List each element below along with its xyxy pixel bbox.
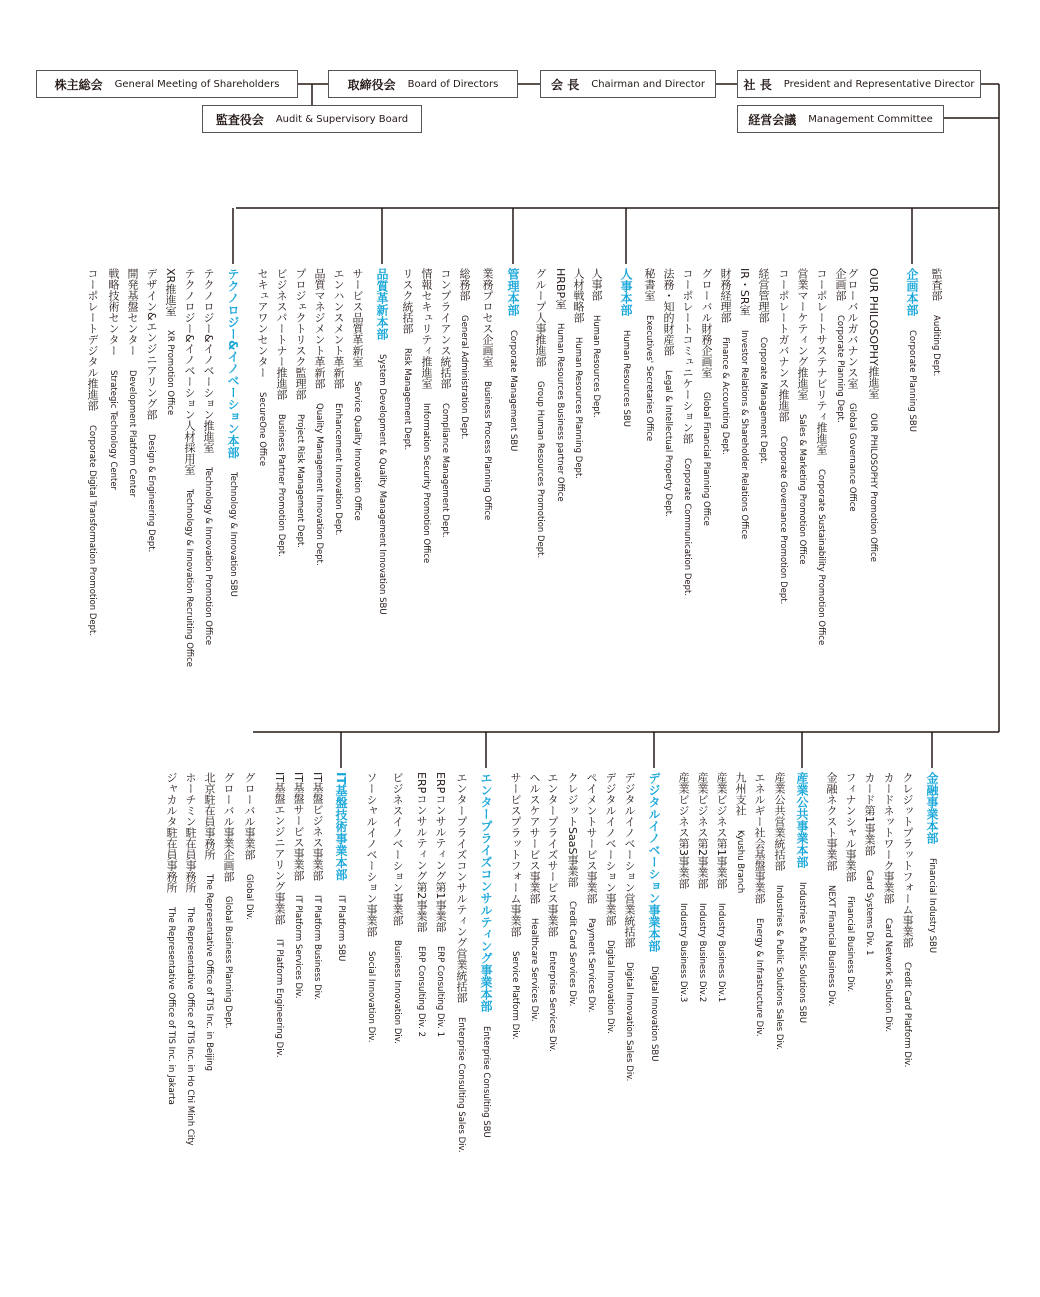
unit-name-en: Industry Business Div.1 — [716, 903, 726, 1003]
unit-name-ja: OUR PHILOSOPHY推進室 — [867, 268, 880, 399]
unit-name-en: Energy & Infrastructure Div. — [754, 918, 764, 1037]
org-unit — [421, 268, 432, 563]
unit-name-ja: 財務経理部 — [719, 268, 732, 323]
unit-name-en: Human Resources Business partner Office — [555, 323, 565, 502]
org-unit — [573, 268, 584, 479]
org-unit — [185, 772, 196, 1146]
unit-name-en: Service Quality Innovation Office — [352, 381, 362, 521]
org-unit — [312, 772, 323, 1000]
unit-name-en: Project Risk Management Dept. — [295, 414, 305, 549]
org-unit — [586, 772, 597, 1012]
unit-name-ja: エンタープライズサービス事業部 — [546, 772, 559, 937]
unit-name-en: IT Platform SBU — [336, 894, 346, 962]
president-ja: 社 長 — [743, 77, 772, 92]
unit-name-en: Human Resources SBU — [621, 330, 631, 427]
unit-name-en: Design & Engineering Dept. — [146, 433, 156, 552]
unit-name-ja: セキュアワンセンター — [256, 268, 269, 378]
unit-name-en: Business Innovation Div. — [392, 940, 402, 1044]
unit-name-ja: コーポレートガバナンス推進部 — [777, 268, 790, 422]
unit-name-en: Credit Card Services Div. — [567, 901, 577, 1007]
president-en: President and Representative Director — [783, 78, 975, 90]
unit-name-ja: 産業ビジネス第2事業部 — [696, 772, 709, 889]
org-unit — [392, 772, 403, 1044]
audit-board-en: Audit & Supervisory Board — [275, 113, 409, 125]
unit-name-en: Industries & Public Solutions Sales Div. — [774, 885, 784, 1050]
sbu-heading — [507, 268, 519, 451]
org-unit — [845, 772, 856, 992]
org-unit — [435, 772, 446, 1037]
unit-name-en: System Development & Quality Management Innovation SBU — [377, 354, 387, 615]
org-unit — [835, 268, 846, 423]
unit-name-ja: 品質革新本部 — [375, 268, 389, 340]
unit-name-ja: コーポレートサステナビリティ推進室 — [815, 268, 828, 455]
management-en: Management Committee — [808, 113, 933, 125]
unit-name-en: Executives' Secretaries Office — [644, 315, 654, 442]
unit-name-en: Enterprise Consulting Sales Div. — [456, 1017, 466, 1153]
unit-name-en: Corporate Management Dept. — [758, 337, 768, 465]
unit-name-ja: エンタープライズコンサルティング事業本部 — [479, 772, 493, 1012]
unit-name-en: OUR PHILOSOPHY Promotion Office — [868, 412, 878, 562]
unit-name-en: Financial Industry SBU — [927, 858, 937, 954]
unit-name-ja: エンハンスメント革新部 — [332, 268, 345, 389]
org-unit — [883, 772, 894, 1032]
unit-name-ja: サービス品質革新室 — [351, 268, 364, 367]
unit-name-ja: エンタープライズコンサルティング営業統括部 — [455, 772, 468, 1003]
org-unit — [165, 268, 176, 415]
unit-name-ja: 九州支社 — [734, 772, 747, 816]
unit-name-en: Group Human Resources Promotion Dept. — [535, 381, 545, 559]
unit-name-ja: 法務・知的財産部 — [662, 268, 675, 356]
unit-name-en: Corporate Management SBU — [508, 330, 518, 452]
org-unit — [778, 268, 789, 604]
unit-name-ja: デザイン&エンジニアリング部 — [145, 268, 158, 420]
org-unit — [366, 772, 377, 1043]
org-unit — [166, 772, 177, 1105]
unit-name-en: Card Network Solution Div. — [883, 918, 893, 1033]
unit-name-en: Digital Innovation Div. — [605, 940, 615, 1034]
org-unit — [295, 268, 306, 548]
unit-name-ja: 産業公共営業統括部 — [773, 772, 786, 871]
unit-name-ja: コンプライアンス統括部 — [439, 268, 452, 389]
org-unit — [127, 268, 138, 497]
chairman-en: Chairman and Director — [591, 78, 705, 90]
unit-name-ja: グローバル事業部 — [243, 772, 256, 860]
unit-name-en: Compliance Management Dept. — [440, 403, 450, 538]
unit-name-en: Auditing Dept. — [931, 315, 941, 377]
unit-name-en: Risk Management Dept. — [402, 348, 412, 451]
unit-name-en: The Representative Office of TIS Inc. in Ho Chi Minh City — [185, 907, 195, 1146]
unit-name-en: Enhancement Innovation Dept. — [333, 403, 343, 536]
unit-name-en: ERP Consulting Div. 1 — [435, 946, 445, 1038]
org-unit — [716, 772, 727, 1002]
unit-name-ja: IT基盤ビジネス事業部 — [311, 772, 324, 881]
unit-name-ja: IR・SR室 — [738, 268, 751, 316]
unit-name-ja: IT基盤サービス事業部 — [292, 772, 305, 881]
unit-name-en: SecureOne Office — [257, 392, 267, 467]
unit-name-en: Global Div. — [244, 874, 254, 920]
unit-name-ja: 人事部 — [590, 268, 603, 301]
org-unit — [333, 268, 344, 536]
unit-name-en: Quality Management Innovation Dept. — [314, 403, 324, 566]
sbu-heading — [926, 772, 938, 953]
org-unit — [720, 268, 731, 455]
unit-name-en: Enterprise Consulting SBU — [481, 1026, 491, 1138]
unit-name-ja: カード第1事業部 — [863, 772, 876, 856]
org-unit — [816, 268, 827, 645]
unit-name-en: IT Platform Services Div. — [293, 894, 303, 999]
org-unit — [663, 268, 674, 517]
org-unit — [456, 772, 467, 1153]
shareholders-ja: 株主総会 — [54, 77, 103, 92]
unit-name-ja: 品質マネジメント革新部 — [313, 268, 326, 389]
unit-name-ja: 金融事業本部 — [925, 772, 939, 844]
org-unit — [902, 772, 913, 1067]
unit-name-ja: 人事本部 — [619, 268, 633, 316]
unit-name-ja: 産業ビジネス第3事業部 — [677, 772, 690, 889]
unit-name-en: Strategic Technology Center — [108, 370, 118, 491]
unit-name-ja: フィナンシャル事業部 — [844, 772, 857, 882]
sbu-heading — [796, 772, 808, 1023]
org-unit — [203, 268, 214, 645]
unit-name-en: Digital Innovation SBU — [649, 966, 659, 1062]
board-en: Board of Directors — [407, 78, 499, 90]
org-unit — [440, 268, 451, 538]
org-unit — [758, 268, 769, 464]
unit-name-ja: 経営管理部 — [757, 268, 770, 323]
org-unit — [591, 268, 602, 418]
org-unit — [244, 772, 255, 920]
unit-name-ja: ERPコンサルティング第2事業部 — [415, 772, 428, 933]
unit-name-ja: 監査部 — [930, 268, 943, 301]
org-unit — [352, 268, 363, 521]
org-unit — [605, 772, 616, 1034]
org-unit — [567, 772, 578, 1007]
org-unit — [826, 772, 837, 1006]
unit-name-ja: 開発基盤センター — [126, 268, 139, 356]
unit-name-en: Payment Services Div. — [586, 918, 596, 1013]
unit-name-en: Global Business Planning Dept. — [223, 896, 233, 1029]
sbu-heading — [227, 268, 239, 597]
unit-name-en: Technology & Innovation Recruiting Office — [184, 488, 194, 667]
unit-name-en: ERP Consulting Div. 2 — [416, 946, 426, 1038]
unit-name-en: Social Innovation Div. — [366, 951, 376, 1043]
shareholders-en: General Meeting of Shareholders — [114, 78, 280, 90]
sbu-heading — [620, 268, 632, 427]
unit-name-en: Sales & Marketing Promotion Office — [797, 414, 807, 565]
org-unit — [204, 772, 215, 1071]
org-unit — [701, 268, 712, 526]
unit-name-ja: グループ人事推進部 — [534, 268, 547, 367]
org-unit — [108, 268, 119, 490]
sbu-heading — [480, 772, 492, 1138]
unit-name-ja: デジタルイノベーション営業統括部 — [623, 772, 636, 948]
unit-name-ja: 営業マーケティング推進室 — [796, 268, 809, 400]
unit-name-ja: IT基盤エンジニアリング事業部 — [273, 772, 286, 925]
unit-name-ja: ホーチミン駐在員事務所 — [184, 772, 197, 893]
unit-name-ja: リスク統括部 — [401, 268, 414, 334]
unit-name-en: Digital Innovation Sales Div. — [624, 962, 634, 1082]
board-ja: 取締役会 — [347, 77, 396, 92]
org-unit — [184, 268, 195, 667]
unit-name-ja: クレジットプラットフォーム事業部 — [901, 772, 914, 948]
org-unit — [555, 268, 566, 502]
org-unit — [535, 268, 546, 558]
chairman-ja: 会 長 — [551, 77, 580, 92]
unit-name-en: General Administration Dept. — [459, 315, 469, 440]
unit-name-ja: ERPコンサルティング第1事業部 — [434, 772, 447, 933]
org-unit — [314, 268, 325, 566]
unit-name-en: Information Security Promotion Office — [421, 403, 431, 564]
org-unit — [864, 772, 875, 956]
unit-name-ja: グローバル財務企画室 — [700, 268, 713, 378]
unit-name-ja: ジャカルタ駐在員事務所 — [165, 772, 178, 893]
unit-name-en: XR Promotion Office — [165, 330, 175, 416]
org-unit — [644, 268, 655, 441]
unit-name-ja: 情報セキュリティ推進室 — [420, 268, 433, 389]
unit-name-en: Global Financial Planning Office — [701, 392, 711, 526]
org-unit — [402, 268, 413, 450]
unit-name-ja: IT基盤技術事業本部 — [334, 772, 348, 881]
unit-name-ja: グローバルガバナンス室 — [846, 268, 859, 389]
unit-name-ja: デジタルイノベーション事業本部 — [647, 772, 661, 952]
unit-name-en: Credit Card Platform Div. — [902, 962, 912, 1068]
sbu-heading — [648, 772, 660, 1061]
unit-name-en: Human Resources Planning Dept. — [573, 337, 583, 479]
org-unit — [146, 268, 157, 552]
audit-board-ja: 監査役会 — [215, 112, 264, 127]
unit-name-en: Industries & Public Solutions SBU — [797, 882, 807, 1024]
unit-name-ja: ヘルスケアサービス事業部 — [528, 772, 541, 904]
org-unit — [624, 772, 635, 1081]
sbu-heading — [335, 772, 347, 961]
org-unit — [510, 772, 521, 1040]
unit-name-ja: ビジネスパートナー推進部 — [275, 268, 288, 400]
unit-name-ja: テクノロジー&イノベーション本部 — [226, 268, 240, 459]
unit-name-en: Legal & Intellectual Property Dept. — [663, 370, 673, 517]
unit-name-ja: 戦略技術センター — [107, 268, 120, 356]
unit-name-ja: クレジットSaaS事業部 — [566, 772, 579, 888]
unit-name-en: Financial Business Div. — [845, 896, 855, 993]
unit-name-en: Finance & Accounting Dept. — [720, 337, 730, 455]
unit-name-en: IT Platform Engineering Div. — [274, 938, 284, 1058]
unit-name-ja: 産業ビジネス第1事業部 — [715, 772, 728, 889]
org-unit — [547, 772, 558, 1052]
org-unit — [697, 772, 708, 1002]
org-unit — [774, 772, 785, 1050]
unit-name-ja: カードネットワーク事業部 — [882, 772, 895, 904]
unit-name-ja: 管理本部 — [506, 268, 520, 316]
org-unit — [678, 772, 689, 1002]
org-unit — [868, 268, 879, 562]
unit-name-en: Business Partner Promotion Dept. — [276, 414, 286, 557]
unit-name-en: Kyushu Branch — [735, 830, 745, 894]
unit-name-en: Corporate Digital Transformation Promotion Dept. — [87, 425, 97, 637]
unit-name-ja: テクノロジー&イノベーション人材採用室 — [183, 268, 196, 475]
unit-name-ja: 秘書室 — [643, 268, 656, 301]
unit-name-en: Industry Business Div.2 — [697, 903, 707, 1003]
unit-name-ja: 北京駐在員事務所 — [203, 772, 216, 860]
org-unit — [276, 268, 287, 557]
org-unit — [257, 268, 268, 466]
org-unit — [739, 268, 750, 539]
org-unit — [223, 772, 234, 1029]
org-unit — [931, 268, 942, 376]
unit-name-en: Development Platform Center — [127, 370, 137, 498]
unit-name-ja: グローバル事業企画部 — [222, 772, 235, 882]
org-unit — [754, 772, 765, 1037]
unit-name-en: Service Platform Div. — [510, 951, 520, 1040]
unit-name-en: IT Platform Business Div. — [312, 894, 322, 1001]
unit-name-en: The Representative Office of TIS Inc. in Beijing — [204, 874, 214, 1071]
org-unit — [293, 772, 304, 998]
unit-name-en: Corporate Communication Dept. — [682, 458, 692, 597]
org-unit — [735, 772, 746, 893]
unit-name-en: Human Resources Dept. — [591, 315, 601, 418]
unit-name-ja: 総務部 — [458, 268, 471, 301]
sbu-heading — [376, 268, 388, 615]
unit-name-en: Corporate Planning Dept. — [835, 315, 845, 423]
unit-name-ja: デジタルイノベーション事業部 — [604, 772, 617, 926]
unit-name-en: Global Governance Office — [847, 403, 857, 512]
org-unit — [482, 268, 493, 520]
unit-name-en: Technology & Innovation Promotion Office — [203, 466, 213, 645]
unit-name-en: Enterprise Services Div. — [547, 951, 557, 1052]
org-unit — [87, 268, 98, 636]
unit-name-ja: テクノロジー&イノベーション推進室 — [202, 268, 215, 453]
unit-name-en: Industry Business Div.3 — [678, 903, 688, 1003]
org-unit — [459, 268, 470, 439]
unit-name-ja: コーポレートデジタル推進部 — [86, 268, 99, 411]
management-ja: 経営会議 — [748, 112, 797, 127]
unit-name-ja: サービスプラットフォーム事業部 — [509, 772, 522, 937]
unit-name-ja: コーポレートコミュニケーション部 — [681, 268, 694, 444]
unit-name-ja: 企画部 — [834, 268, 847, 301]
unit-name-ja: エネルギー社会基盤事業部 — [753, 772, 766, 904]
unit-name-ja: 人材戦略部 — [572, 268, 585, 323]
unit-name-ja: ソーシャルイノベーション事業部 — [365, 772, 378, 937]
unit-name-en: Corporate Planning SBU — [907, 330, 917, 432]
unit-name-ja: XR推進室 — [164, 268, 177, 317]
org-unit — [416, 772, 427, 1037]
sbu-heading — [906, 268, 918, 432]
unit-name-en: Healthcare Services Div. — [529, 918, 539, 1022]
org-unit — [274, 772, 285, 1058]
org-unit — [797, 268, 808, 564]
unit-name-ja: 金融ネクスト事業部 — [825, 772, 838, 871]
unit-name-en: Card Systems Div. 1 — [864, 870, 874, 956]
unit-name-en: Corporate Governance Promotion Dept. — [778, 436, 788, 605]
unit-name-en: The Representative Office of TIS Inc. in Jakarta — [166, 907, 176, 1105]
unit-name-ja: ペイメントサービス事業部 — [585, 772, 598, 904]
org-unit — [847, 268, 858, 512]
org-unit — [682, 268, 693, 596]
unit-name-ja: 業務プロセス企画室 — [481, 268, 494, 367]
org-unit — [529, 772, 540, 1022]
unit-name-en: Corporate Sustainability Promotion Office — [816, 469, 826, 646]
unit-name-en: Technology & Innovation SBU — [228, 472, 238, 598]
unit-name-en: Business Process Planning Office — [482, 381, 492, 521]
unit-name-ja: プロジェクトリスク監理部 — [294, 268, 307, 400]
unit-name-ja: ビジネスイノベーション事業部 — [391, 772, 404, 926]
unit-name-en: NEXT Financial Business Div. — [826, 885, 836, 1007]
unit-name-ja: 産業公共事業本部 — [795, 772, 809, 868]
unit-name-ja: 企画本部 — [905, 268, 919, 316]
unit-name-ja: HRBP室 — [554, 268, 567, 310]
unit-name-en: Investor Relations & Shareholder Relations Office — [739, 329, 749, 539]
